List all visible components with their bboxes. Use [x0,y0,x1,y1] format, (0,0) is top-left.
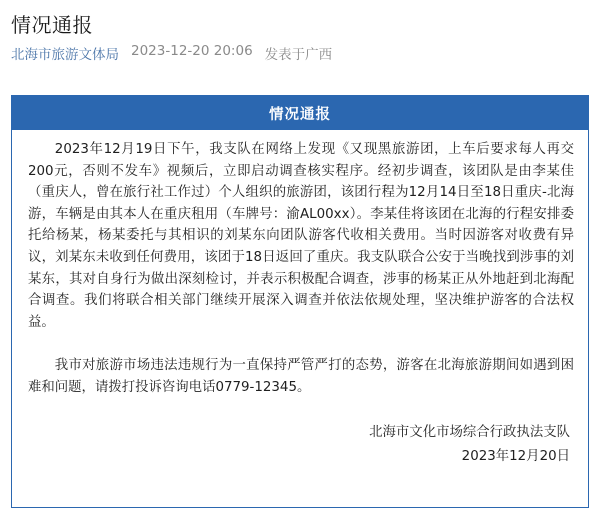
notice-header: 情况通报 [12,96,588,130]
article-meta [11,43,332,63]
publish-location: 发表于广西 [264,47,333,63]
notice-box [11,95,589,508]
page-title: 情况通报 [11,13,93,37]
signature-date: 2023年12月20日 [461,448,570,464]
source-link[interactable]: 北海市旅游文体局 [11,47,119,63]
publish-datetime: 2023-12-20 20:06 [131,43,253,59]
signature-org: 北海市文化市场综合行政执法支队 [369,424,570,440]
notice-paragraph: 2023年12月19日下午，我支队在网络上发现《又现黑旅游团，上车后要求每人再交200元，否则不发车》视频后，立即启动调查核实程序。经初步调查，该团队是由李某佳（重庆人，曾在旅行社工作过）个人组织的旅游团，该团行程为12月14日至18日重庆-北海游，车辆是由其本人在重庆租用（车牌号：渝AL00xx）。李某佳将该团在北海的行程安排委托给杨某，杨某委托与其相识的刘某东向团队游客代收相关费用。当时因游客对收费有异议，刘某东未收到任何费用，该团于18日返回了重庆。我支队联合公安于当晚找到涉事的刘某东，其对自身行为做出深刻检讨，并表示积极配合调查，涉事的杨某正从外地赶到北海配合调查。我们将联合相关部门继续开展深入调查并依法依规处理，坚决维护游客的合法权益。 [28,142,574,330]
notice-body [12,130,588,469]
notice-paragraph: 我市对旅游市场违法违规行为一直保持严管严打的态势，游客在北海旅游期间如遇到困难和问题，请拨打投诉咨询电话0779-12345。 [28,358,574,395]
signature-block [28,421,574,469]
